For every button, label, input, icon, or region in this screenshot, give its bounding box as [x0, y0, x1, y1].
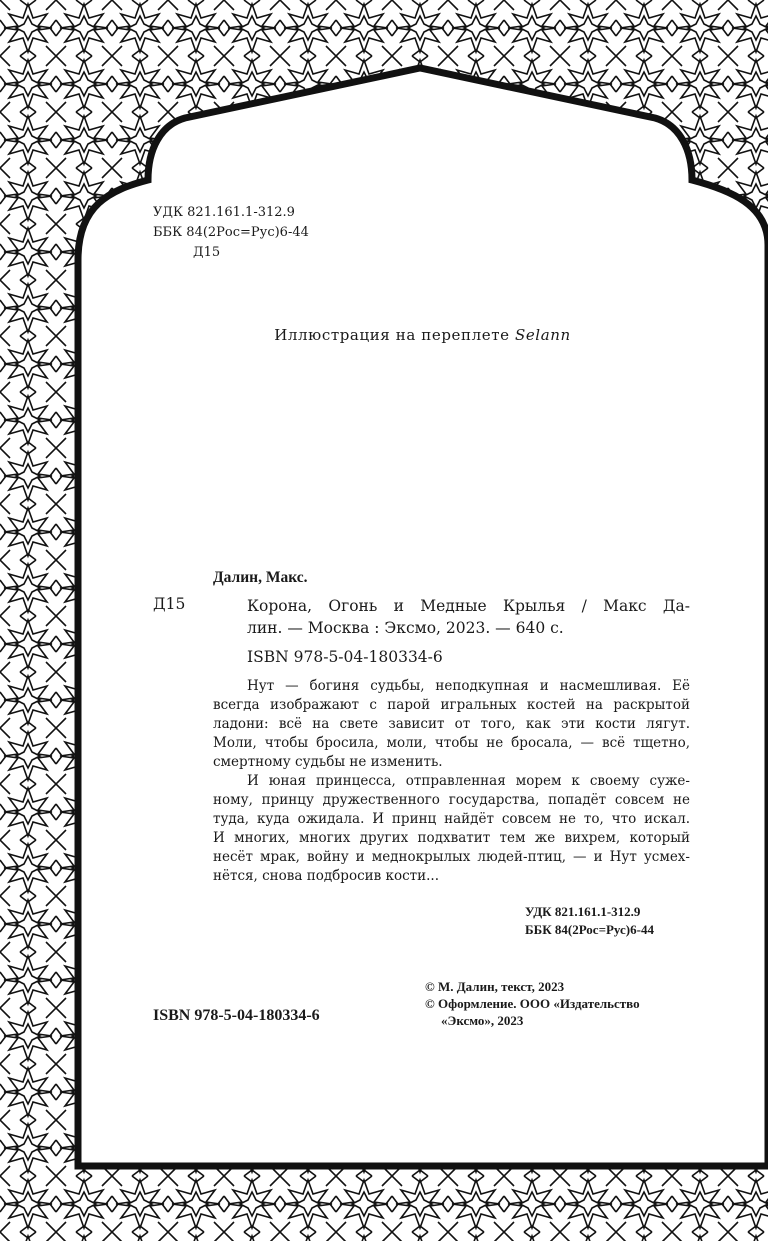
- illustration-credit: [0, 326, 768, 344]
- illustration-label: Иллюстрация на переплете: [274, 326, 510, 344]
- illustrator-name: Selann: [514, 326, 571, 344]
- copyright-design: © Оформление. ООО «Издательство: [425, 996, 640, 1011]
- copyright-block: [425, 978, 640, 1029]
- annotation-line: смертному судьбы не изменить.: [213, 754, 443, 770]
- catalog-author: Далин, Макс.: [213, 569, 308, 586]
- annotation-line: ладони: всё на свете зависит от того, как эти кости лягут.: [213, 716, 690, 732]
- annotation-line: нётся, снова подбросив кости...: [213, 868, 439, 884]
- annotation-line: всегда изображают с парой игральных костей на раскрытой: [213, 697, 690, 713]
- isbn-bottom: ISBN 978-5-04-180334-6: [153, 1007, 320, 1024]
- bbk-code: ББК 84(2Рос=Рус)6-44: [153, 225, 309, 240]
- author-mark: Д15: [193, 245, 221, 260]
- udk-code: УДК 821.161.1-312.9: [525, 904, 641, 919]
- annotation: [213, 677, 690, 886]
- entry-line: Корона, Огонь и Медные Крылья / Макс Да-: [247, 597, 690, 615]
- top-classification: [153, 203, 309, 263]
- annotation-line: несёт мрак, войну и меднокрылых людей-птиц, — и Нут усмех-: [213, 849, 690, 865]
- catalog-entry: [247, 595, 690, 639]
- copyright-text: © М. Далин, текст, 2023: [425, 979, 565, 994]
- catalog-code: Д15: [153, 595, 186, 613]
- annotation-line: Нут — богиня судьбы, неподкупная и насмешливая. Её: [247, 678, 690, 694]
- bbk-code: ББК 84(2Рос=Рус)6-44: [525, 922, 654, 937]
- udk-code: УДК 821.161.1-312.9: [153, 205, 295, 220]
- annotation-line: Моли, чтобы бросила, моли, чтобы не бросала, — всё тщетно,: [213, 735, 690, 751]
- bottom-classification: [525, 903, 654, 939]
- copyright-design-cont: «Эксмо», 2023: [441, 1013, 524, 1028]
- annotation-line: И юная принцесса, отправленная морем к своему суже-: [247, 773, 690, 789]
- annotation-line: И многих, многих других подхватит тем же вихрем, который: [213, 830, 690, 846]
- annotation-line: туда, куда ожидала. И принц найдёт совсем не то, что искал.: [213, 811, 690, 827]
- entry-line: лин. — Москва : Эксмо, 2023. — 640 с.: [247, 619, 564, 637]
- annotation-line: ному, принцу дружественного государства, попадёт совсем не: [213, 792, 690, 808]
- catalog-isbn: ISBN 978-5-04-180334-6: [247, 648, 443, 666]
